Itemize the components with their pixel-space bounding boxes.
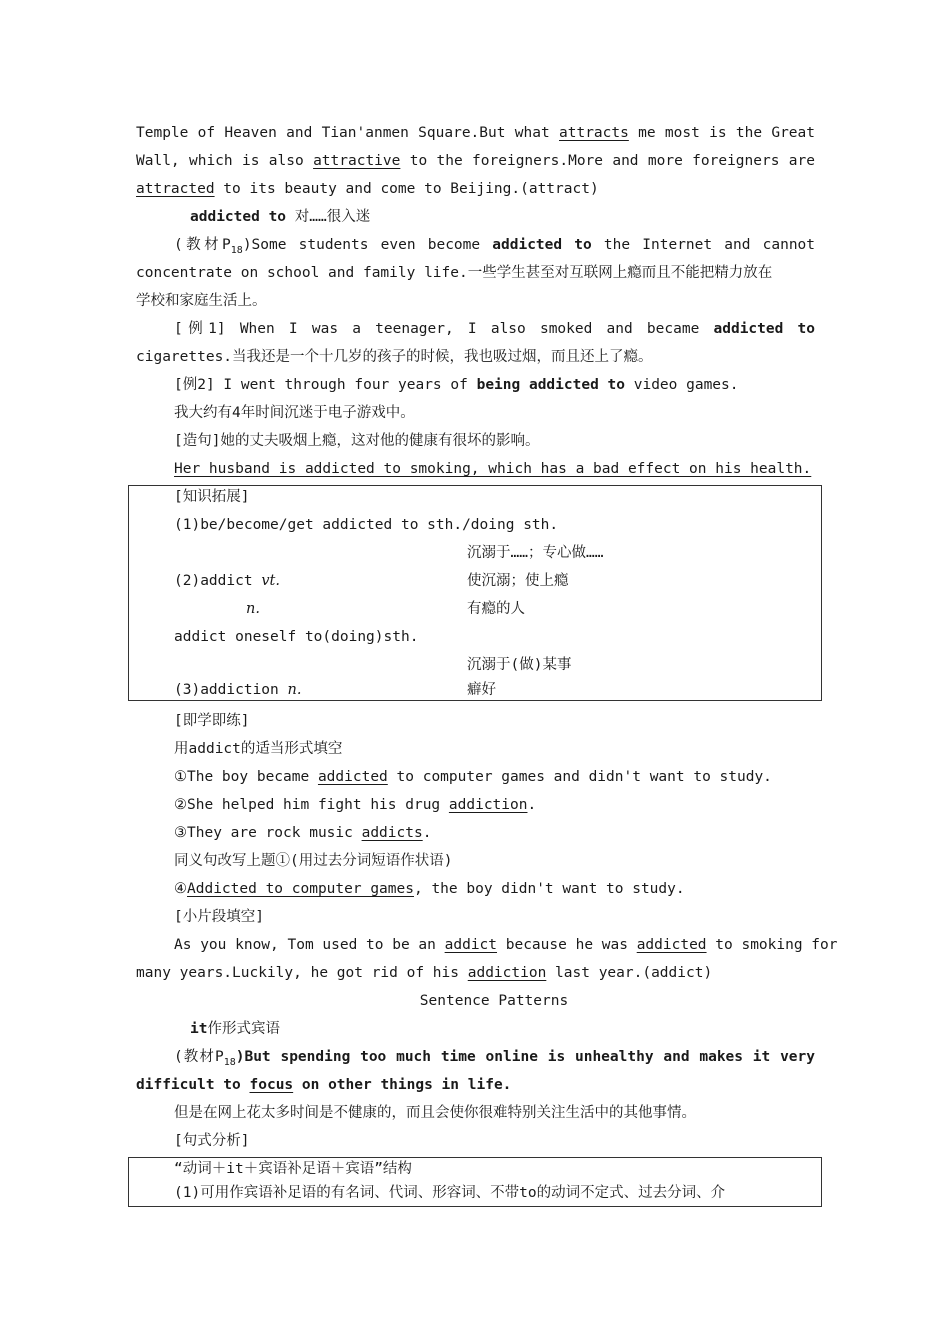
practice-question: ③They are rock music addicts. — [174, 825, 432, 841]
example-1: cigarettes.当我还是一个十几岁的孩子的时候，我也吸过烟，而且还上了瘾。 — [136, 349, 653, 365]
pattern-heading: it作形式宾语 — [190, 1021, 280, 1037]
make-sentence-answer: Her husband is addicted to smoking, which has a bad effect on his health. — [174, 461, 812, 477]
knowledge-meaning: 有瘾的人 — [467, 601, 525, 617]
knowledge-row: addict oneself to(doing)sth. — [174, 629, 419, 645]
practice-label: [即学即练] — [174, 713, 250, 729]
analysis-row: (1)可用作宾语补足语的有名词、代词、形容词、不带to的动词不定式、过去分词、介 — [174, 1185, 726, 1201]
phrase-heading: addicted to 对……很入迷 — [190, 209, 371, 225]
textbook-example: (教材$P_{18})Some$ students even become addicted to the Internet and cannot — [174, 237, 816, 256]
knowledge-row: (2)addict vt. — [174, 573, 280, 589]
answer-blank: Addicted to computer games — [187, 881, 414, 897]
pattern-example: (教材$P_{18})But$ spending too much time online is unhealthy and makes it very — [174, 1049, 815, 1068]
practice-instruction: 用addict的适当形式填空 — [174, 741, 343, 757]
fragment-label: [小片段填空] — [174, 909, 264, 925]
knowledge-meaning: 沉溺于(做)某事 — [467, 657, 572, 673]
answer-blank: attracted — [136, 181, 215, 197]
knowledge-meaning: 使沉溺；使上瘾 — [467, 573, 569, 589]
knowledge-row: n. — [246, 601, 260, 617]
make-sentence-label: [造句]她的丈夫吸烟上瘾，这对他的健康有很坏的影响。 — [174, 433, 540, 449]
example-1: [例1] When I was a teenager, I also smoked and became addicted to — [174, 321, 815, 337]
textbook-example: concentrate on school and family life.一些学生甚至对互联网上瘾而且不能把精力放在 — [136, 265, 773, 281]
knowledge-row: (1)be/become/get addicted to sth./doing sth. — [174, 517, 559, 533]
answer-blank: addicted — [636, 937, 707, 953]
fragment-line: As you know, Tom used to be an addict because he was addicted to smoking for — [174, 937, 838, 953]
pattern-example: difficult to focus on other things in life. — [136, 1077, 512, 1093]
knowledge-meaning: 癖好 — [467, 682, 496, 698]
example-2-translation: 我大约有4年时间沉迷于电子游戏中。 — [174, 405, 415, 421]
answer-blank: addicted — [317, 769, 388, 785]
knowledge-row: (3)addiction n. — [174, 682, 302, 698]
textbook-example: 学校和家庭生活上。 — [136, 293, 267, 309]
answer-blank: attracts — [559, 125, 629, 141]
answer-blank: attractive — [313, 153, 401, 169]
analysis-row: “动词＋it＋宾语补足语＋宾语”结构 — [174, 1161, 412, 1177]
practice-instruction: 同义句改写上题①(用过去分词短语作状语) — [174, 853, 453, 869]
paragraph-line: Temple of Heaven and Tian'anmen Square.But what attracts me most is the Great — [136, 125, 816, 141]
answer-blank: addict — [444, 937, 498, 953]
practice-question: ②She helped him fight his drug addiction. — [174, 797, 537, 813]
knowledge-meaning: 沉溺于……；专心做…… — [467, 545, 604, 561]
pattern-translation: 但是在网上花太多时间是不健康的，而且会使你很难特别关注生活中的其他事情。 — [174, 1105, 696, 1121]
knowledge-title: [知识拓展] — [174, 489, 250, 505]
practice-question: ①The boy became addicted to computer games and didn't want to study. — [174, 769, 772, 785]
answer-blank: addiction — [448, 797, 528, 813]
example-2: [例2] I went through four years of being addicted to video games. — [174, 377, 739, 393]
analysis-label: [句式分析] — [174, 1133, 250, 1149]
answer-blank: addiction — [467, 965, 547, 981]
paragraph-line: Wall, which is also attractive to the foreigners.More and more foreigners are — [136, 153, 815, 169]
fragment-line: many years.Luckily, he got rid of his addiction last year.(addict) — [136, 965, 713, 981]
paragraph-line: attracted to its beauty and come to Beijing.(attract) — [136, 181, 599, 197]
practice-question: ④Addicted to computer games, the boy didn't want to study. — [174, 881, 685, 897]
answer-blank: addicts — [361, 825, 423, 841]
section-heading: Sentence Patterns — [419, 993, 569, 1009]
